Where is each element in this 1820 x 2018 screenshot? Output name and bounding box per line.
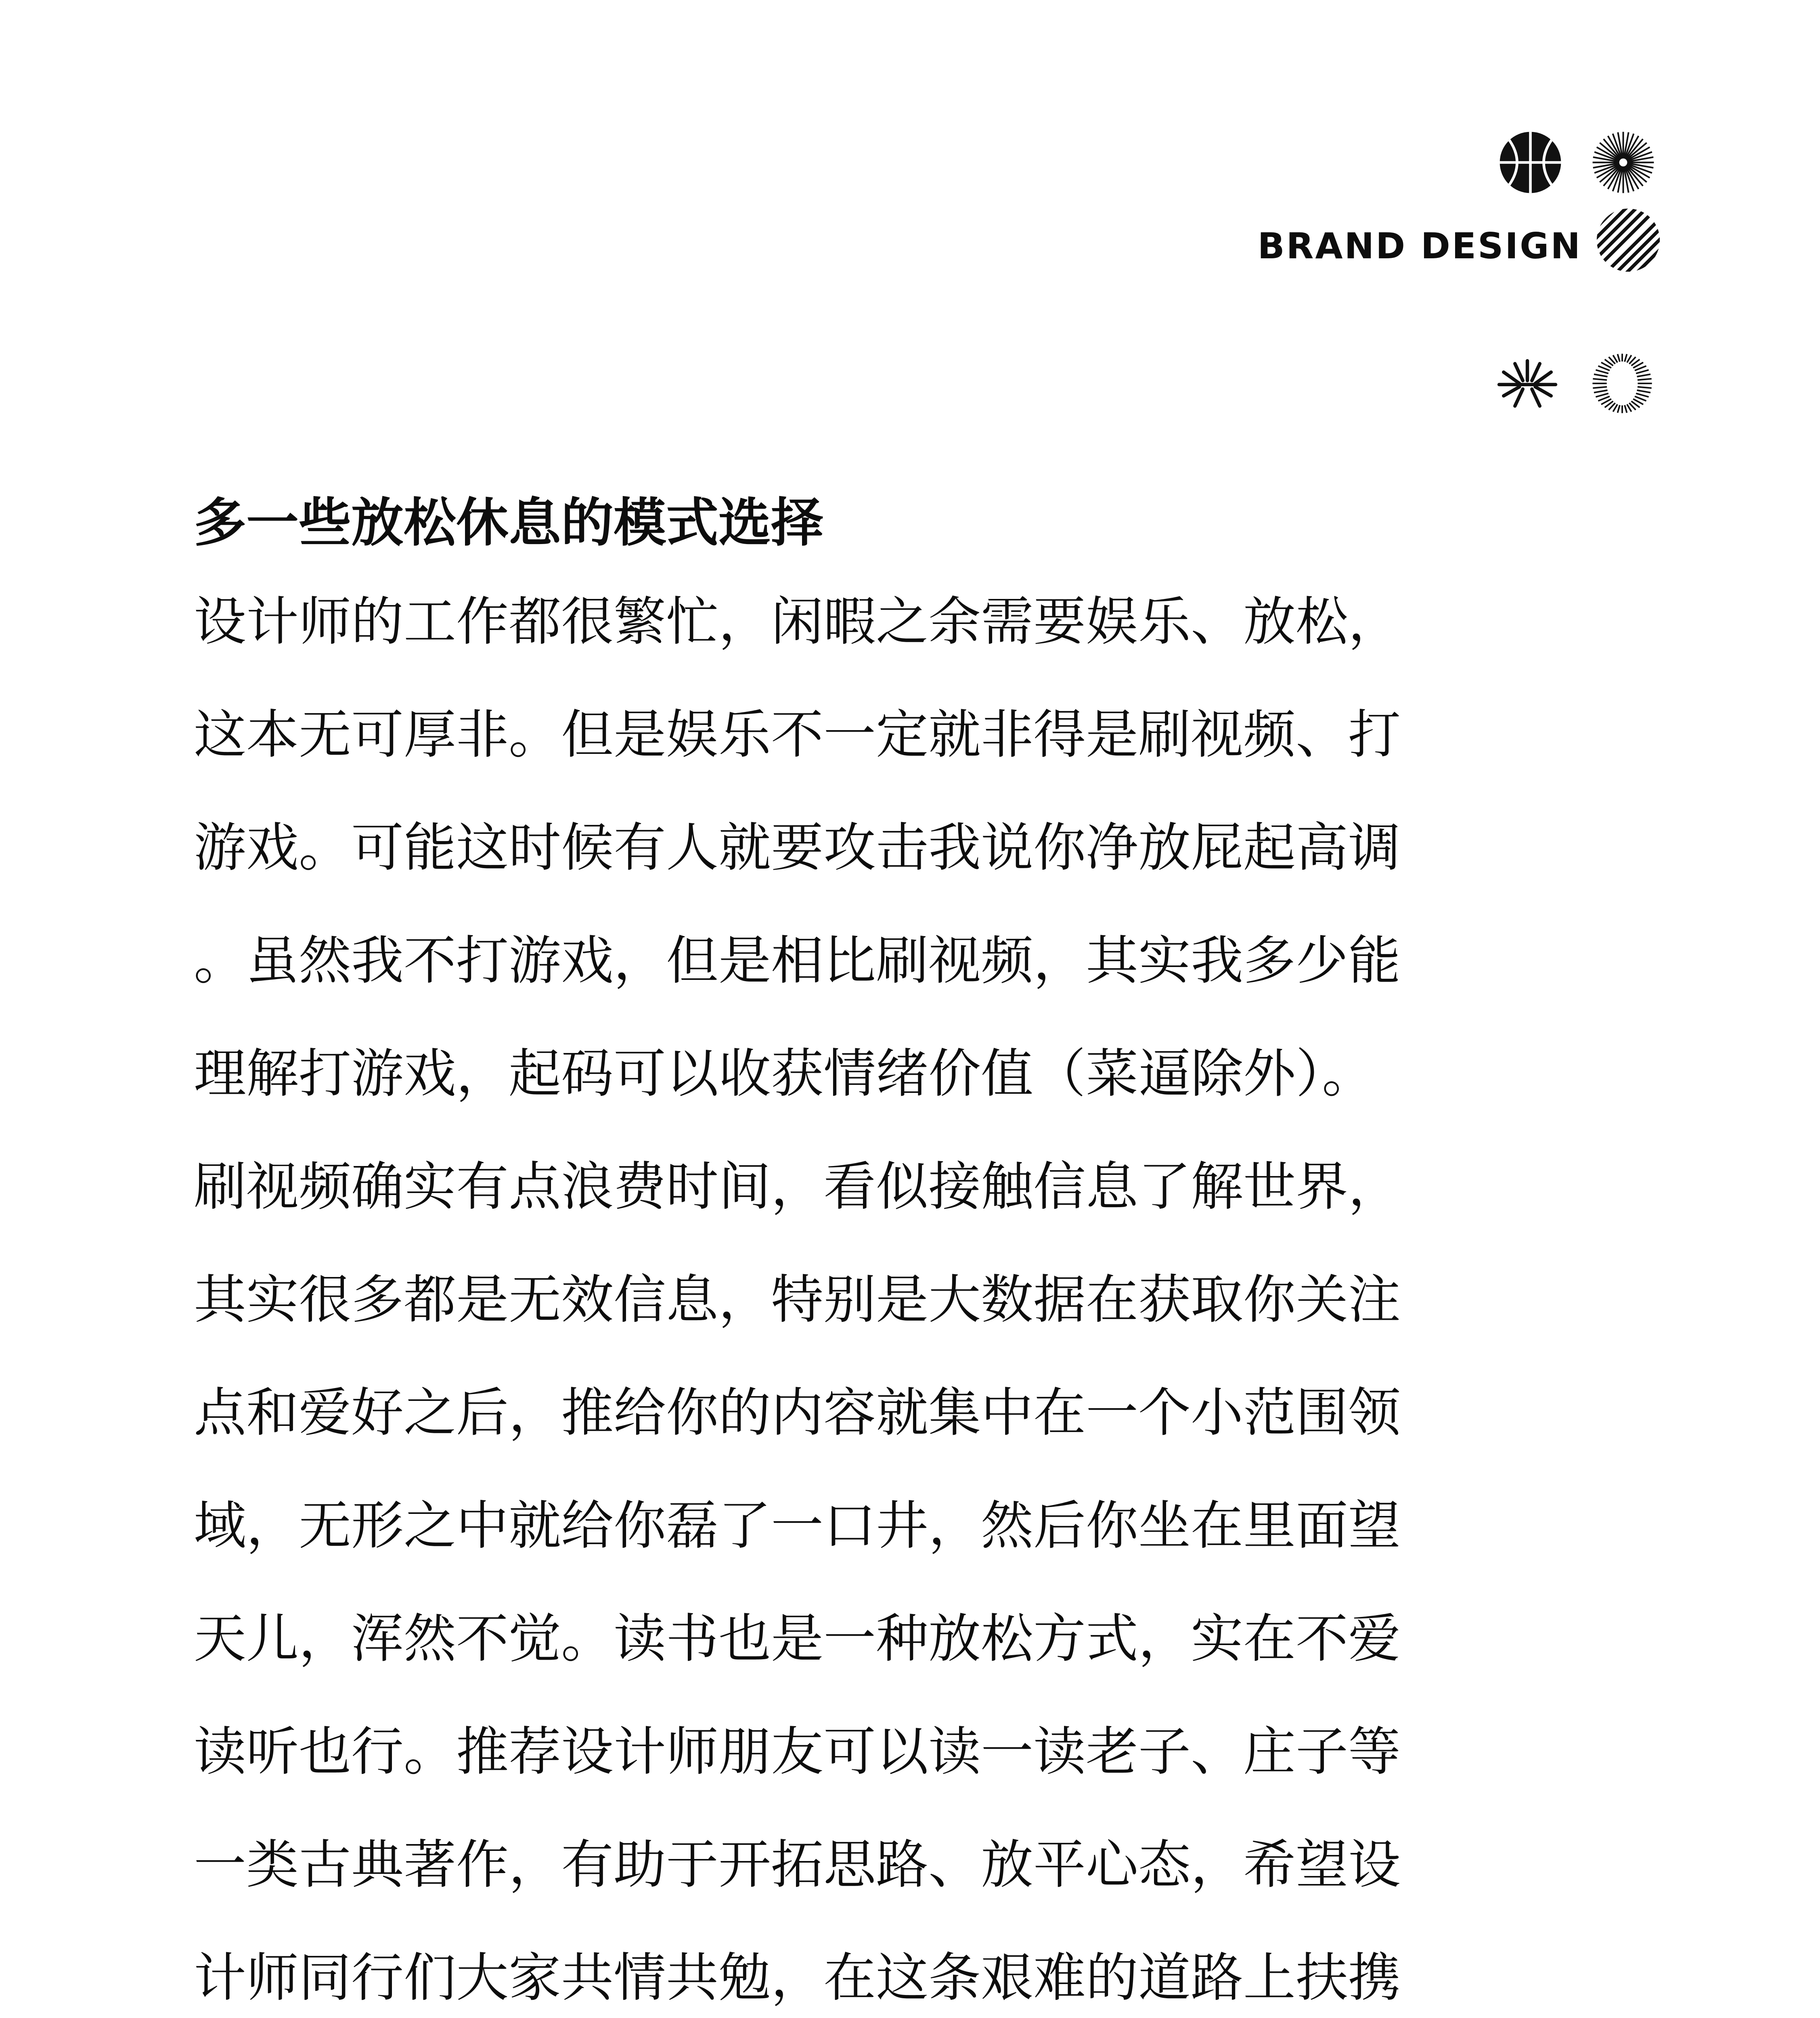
body-line: 域，无形之中就给你磊了一口井，然后你坐在里面望 bbox=[194, 1495, 1401, 1556]
diagonal-stripes-icon bbox=[1594, 206, 1663, 274]
body-line: 一类古典著作，有助于开拓思路、放平心态，希望设 bbox=[194, 1834, 1401, 1895]
basketball-icon bbox=[1497, 129, 1564, 196]
body-line: 其实很多都是无效信息，特别是大数据在获取你关注 bbox=[194, 1269, 1401, 1330]
brand-title: BRAND DESIGN bbox=[1257, 225, 1582, 267]
ring-icon bbox=[1590, 351, 1655, 416]
article-heading: 多一些放松休息的模式选择 bbox=[194, 492, 824, 553]
fan-lines-icon bbox=[1493, 355, 1562, 412]
article-body bbox=[194, 565, 1631, 2018]
body-line: 设计师的工作都很繁忙，闲暇之余需要娱乐、放松， bbox=[194, 591, 1401, 652]
body-line: 这本无可厚非。但是娱乐不一定就非得是刷视频、打 bbox=[194, 704, 1401, 765]
radial-lines-icon bbox=[1590, 129, 1657, 196]
body-line: 读听也行。推荐设计师朋友可以读一读老子、庄子等 bbox=[194, 1721, 1401, 1782]
body-line: 点和爱好之后，推给你的内容就集中在一个小范围领 bbox=[194, 1382, 1401, 1443]
body-line: 理解打游戏，起码可以收获情绪价值（菜逼除外）。 bbox=[194, 1043, 1375, 1104]
body-line: 计师同行们大家共情共勉，在这条艰难的道路上扶携 bbox=[194, 1947, 1401, 2008]
body-line: 刷视频确实有点浪费时间，看似接触信息了解世界， bbox=[194, 1156, 1401, 1217]
article bbox=[194, 480, 1631, 2018]
body-line: 天儿，浑然不觉。读书也是一种放松方式，实在不爱 bbox=[194, 1608, 1401, 1669]
brand-header bbox=[1255, 129, 1719, 412]
body-line: 游戏。可能这时候有人就要攻击我说你净放屁起高调 bbox=[194, 817, 1401, 878]
body-line: 。虽然我不打游戏，但是相比刷视频，其实我多少能 bbox=[194, 930, 1401, 991]
